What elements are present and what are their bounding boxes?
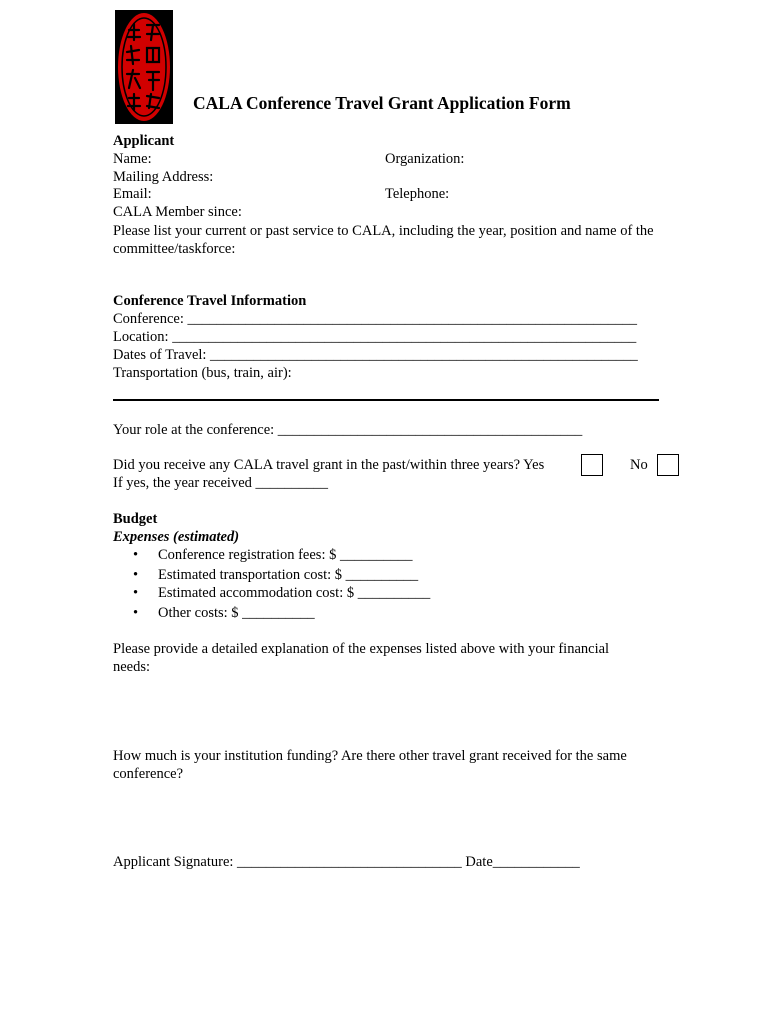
location-field: Location: ________________________________________________________________: [113, 329, 637, 345]
member-since-label: CALA Member since:: [113, 204, 242, 220]
applicant-heading: Applicant: [113, 133, 175, 149]
past-grant-question: Did you receive any CALA travel grant in the past/within three years? Yes: [113, 457, 545, 473]
list-item: •: [133, 605, 139, 621]
accommodation-cost-field: Estimated accommodation cost: $ __________: [158, 585, 431, 601]
budget-heading: Budget: [113, 511, 158, 527]
explanation-prompt: Please provide a detailed explanation of the expenses listed above with your financial needs:: [113, 641, 610, 675]
travel-heading: Conference Travel Information: [113, 293, 307, 309]
red-seal-logo: [115, 10, 173, 124]
list-item: •: [133, 547, 139, 563]
signature-date-line: Applicant Signature: _______________________________ Date____________: [113, 854, 580, 870]
transportation-cost-field: Estimated transportation cost: $ __________: [158, 567, 419, 583]
dates-of-travel-field: Dates of Travel: ___________________________________________________________: [113, 347, 638, 363]
list-item: •: [133, 585, 139, 601]
expenses-subheading: Expenses (estimated): [113, 529, 240, 545]
yes-checkbox[interactable]: [581, 454, 603, 476]
section-divider: [113, 399, 659, 401]
funding-prompt: How much is your institution funding? Are there other travel grant received for the same conference?: [113, 748, 627, 782]
other-costs-field: Other costs: $ __________: [158, 605, 315, 621]
registration-fees-field: Conference registration fees: $ __________: [158, 547, 413, 563]
form-title: CALA Conference Travel Grant Application Form: [193, 93, 571, 113]
seal-graphic: [115, 10, 173, 124]
name-label: Name:: [113, 151, 152, 167]
year-received-field: If yes, the year received __________: [113, 475, 329, 491]
mailing-address-label: Mailing Address:: [113, 169, 214, 185]
telephone-label: Telephone:: [385, 186, 450, 202]
conference-field: Conference: ______________________________________________________________: [113, 311, 637, 327]
list-item: •: [133, 567, 139, 583]
no-checkbox[interactable]: [657, 454, 679, 476]
service-prompt: Please list your current or past service to CALA, including the year, position and name of the committee/taskforce:: [113, 223, 654, 257]
role-field: Your role at the conference: __________________________________________: [113, 422, 583, 438]
email-label: Email:: [113, 186, 152, 202]
transportation-label: Transportation (bus, train, air):: [113, 365, 292, 381]
no-label: No: [630, 457, 648, 473]
organization-label: Organization:: [385, 151, 465, 167]
